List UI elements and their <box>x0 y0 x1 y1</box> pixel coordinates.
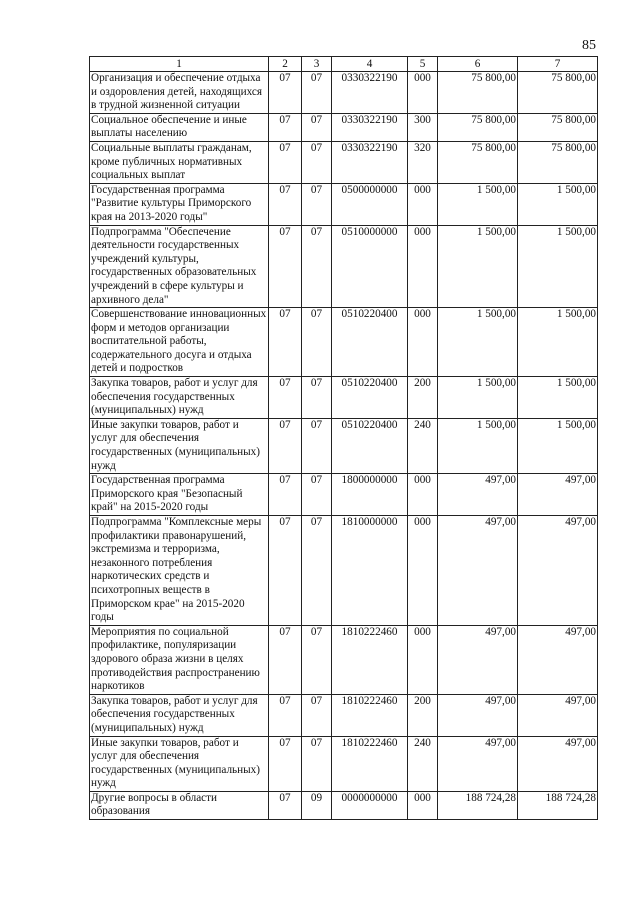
amount-col-7: 497,00 <box>518 736 598 791</box>
row-name: Закупка товаров, работ и услуг для обеспечения государственных (муниципальных) нужд <box>90 377 269 419</box>
expense-type-code: 240 <box>408 736 438 791</box>
expense-type-code: 320 <box>408 141 438 183</box>
section-code: 07 <box>269 418 302 473</box>
amount-col-7: 1 500,00 <box>518 308 598 377</box>
row-name: Подпрограмма "Комплексные меры профилактики правонарушений, экстремизма и терроризма, незаконного потребления наркотических средств и психотропных веществ в Приморском крае" на 2015-2020 годы <box>90 516 269 626</box>
amount-col-7: 497,00 <box>518 694 598 736</box>
table-body <box>90 72 598 820</box>
row-name: Подпрограмма "Обеспечение деятельности государственных учреждений культуры, государственных образовательных учреждений в сфере культуры и архивного дела" <box>90 225 269 308</box>
section-code: 07 <box>269 516 302 626</box>
section-code: 07 <box>269 113 302 141</box>
column-header: 7 <box>518 57 598 72</box>
table-row <box>90 516 598 626</box>
amount-col-7: 497,00 <box>518 625 598 694</box>
row-name: Другие вопросы в области образования <box>90 791 269 819</box>
amount-col-6: 1 500,00 <box>438 225 518 308</box>
row-name: Организация и обеспечение отдыха и оздоровления детей, находящихся в трудной жизненной ситуации <box>90 72 269 114</box>
target-article-code: 0330322190 <box>332 113 408 141</box>
expense-type-code: 000 <box>408 225 438 308</box>
amount-col-7: 1 500,00 <box>518 225 598 308</box>
expense-type-code: 000 <box>408 474 438 516</box>
expense-type-code: 000 <box>408 625 438 694</box>
subsection-code: 07 <box>302 516 332 626</box>
target-article-code: 0510220400 <box>332 418 408 473</box>
table-row <box>90 308 598 377</box>
column-header: 1 <box>90 57 269 72</box>
column-header: 2 <box>269 57 302 72</box>
page-number: 85 <box>582 38 596 53</box>
amount-col-7: 497,00 <box>518 474 598 516</box>
table-row <box>90 377 598 419</box>
target-article-code: 0510000000 <box>332 225 408 308</box>
section-code: 07 <box>269 183 302 225</box>
table-row <box>90 625 598 694</box>
section-code: 07 <box>269 736 302 791</box>
amount-col-6: 188 724,28 <box>438 791 518 819</box>
subsection-code: 07 <box>302 474 332 516</box>
target-article-code: 0330322190 <box>332 72 408 114</box>
row-name: Социальные выплаты гражданам, кроме публичных нормативных социальных выплат <box>90 141 269 183</box>
amount-col-6: 1 500,00 <box>438 183 518 225</box>
target-article-code: 0510220400 <box>332 377 408 419</box>
subsection-code: 07 <box>302 72 332 114</box>
row-name: Закупка товаров, работ и услуг для обеспечения государственных (муниципальных) нужд <box>90 694 269 736</box>
budget-table <box>89 56 598 820</box>
amount-col-7: 75 800,00 <box>518 113 598 141</box>
target-article-code: 0510220400 <box>332 308 408 377</box>
subsection-code: 07 <box>302 625 332 694</box>
expense-type-code: 240 <box>408 418 438 473</box>
table-row <box>90 791 598 819</box>
section-code: 07 <box>269 308 302 377</box>
row-name: Государственная программа Приморского края "Безопасный край" на 2015-2020 годы <box>90 474 269 516</box>
target-article-code: 0500000000 <box>332 183 408 225</box>
table-row <box>90 141 598 183</box>
target-article-code: 0330322190 <box>332 141 408 183</box>
amount-col-7: 75 800,00 <box>518 141 598 183</box>
expense-type-code: 300 <box>408 113 438 141</box>
amount-col-6: 497,00 <box>438 625 518 694</box>
target-article-code: 1810222460 <box>332 625 408 694</box>
target-article-code: 0000000000 <box>332 791 408 819</box>
section-code: 07 <box>269 141 302 183</box>
amount-col-7: 1 500,00 <box>518 183 598 225</box>
column-header: 6 <box>438 57 518 72</box>
subsection-code: 07 <box>302 308 332 377</box>
subsection-code: 07 <box>302 418 332 473</box>
amount-col-6: 497,00 <box>438 694 518 736</box>
row-name: Иные закупки товаров, работ и услуг для обеспечения государственных (муниципальных) нужд <box>90 736 269 791</box>
target-article-code: 1800000000 <box>332 474 408 516</box>
subsection-code: 07 <box>302 113 332 141</box>
table-row <box>90 736 598 791</box>
target-article-code: 1810222460 <box>332 694 408 736</box>
expense-type-code: 000 <box>408 516 438 626</box>
section-code: 07 <box>269 791 302 819</box>
table-row <box>90 183 598 225</box>
table-row <box>90 474 598 516</box>
subsection-code: 09 <box>302 791 332 819</box>
row-name: Государственная программа "Развитие культуры Приморского края на 2013-2020 годы" <box>90 183 269 225</box>
subsection-code: 07 <box>302 141 332 183</box>
column-header: 5 <box>408 57 438 72</box>
expense-type-code: 000 <box>408 791 438 819</box>
amount-col-6: 497,00 <box>438 474 518 516</box>
section-code: 07 <box>269 694 302 736</box>
amount-col-7: 75 800,00 <box>518 72 598 114</box>
column-header: 4 <box>332 57 408 72</box>
section-code: 07 <box>269 625 302 694</box>
target-article-code: 1810222460 <box>332 736 408 791</box>
amount-col-6: 75 800,00 <box>438 113 518 141</box>
expense-type-code: 000 <box>408 72 438 114</box>
amount-col-7: 1 500,00 <box>518 418 598 473</box>
amount-col-6: 75 800,00 <box>438 141 518 183</box>
table-row <box>90 72 598 114</box>
amount-col-7: 497,00 <box>518 516 598 626</box>
table-row <box>90 225 598 308</box>
row-name: Социальное обеспечение и иные выплаты населению <box>90 113 269 141</box>
table-row <box>90 418 598 473</box>
header-row <box>90 57 598 72</box>
amount-col-6: 497,00 <box>438 516 518 626</box>
section-code: 07 <box>269 377 302 419</box>
subsection-code: 07 <box>302 183 332 225</box>
amount-col-6: 1 500,00 <box>438 308 518 377</box>
table-row <box>90 113 598 141</box>
subsection-code: 07 <box>302 694 332 736</box>
amount-col-7: 1 500,00 <box>518 377 598 419</box>
target-article-code: 1810000000 <box>332 516 408 626</box>
subsection-code: 07 <box>302 736 332 791</box>
row-name: Иные закупки товаров, работ и услуг для обеспечения государственных (муниципальных) нужд <box>90 418 269 473</box>
subsection-code: 07 <box>302 377 332 419</box>
row-name: Мероприятия по социальной профилактике, популяризации здорового образа жизни в целях противодействия распространению наркотиков <box>90 625 269 694</box>
amount-col-6: 497,00 <box>438 736 518 791</box>
amount-col-7: 188 724,28 <box>518 791 598 819</box>
expense-type-code: 200 <box>408 377 438 419</box>
expense-type-code: 200 <box>408 694 438 736</box>
column-header: 3 <box>302 57 332 72</box>
amount-col-6: 1 500,00 <box>438 418 518 473</box>
subsection-code: 07 <box>302 225 332 308</box>
amount-col-6: 1 500,00 <box>438 377 518 419</box>
section-code: 07 <box>269 474 302 516</box>
row-name: Совершенствование инновационных форм и методов организации воспитательной работы, содержательного досуга и отдыха детей и подростков <box>90 308 269 377</box>
expense-type-code: 000 <box>408 308 438 377</box>
expense-type-code: 000 <box>408 183 438 225</box>
amount-col-6: 75 800,00 <box>438 72 518 114</box>
section-code: 07 <box>269 72 302 114</box>
table-row <box>90 694 598 736</box>
section-code: 07 <box>269 225 302 308</box>
